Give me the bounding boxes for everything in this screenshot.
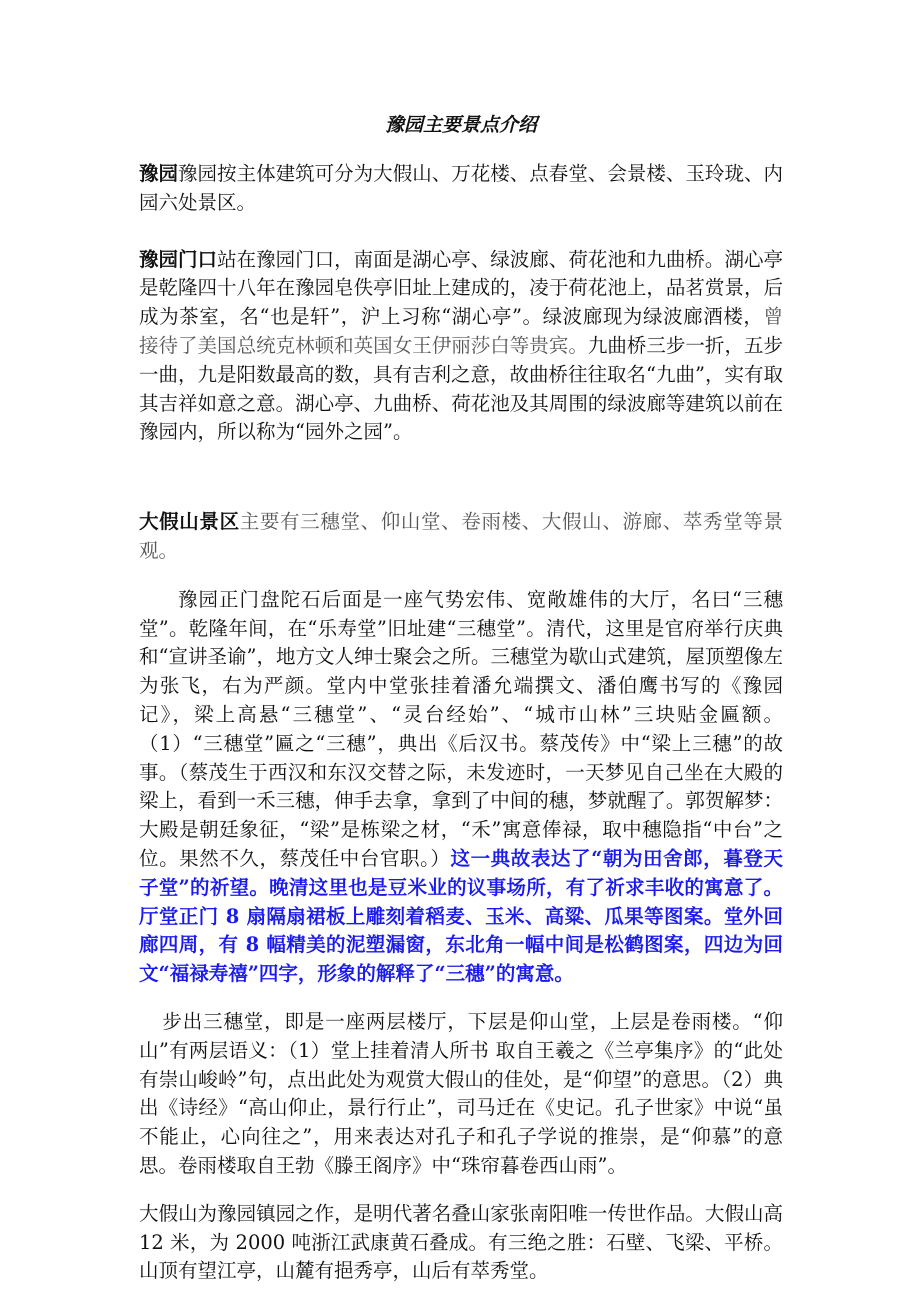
paragraph-dajiashan: 大假山为豫园镇园之作，是明代著名叠山家张南阳唯一传世作品。大假山高 12 米，为 2000 吨浙江武康黄石叠成。有三绝之胜：石壁、飞梁、平桥。山顶有望江亭，山麓有挹秀亭，山后有萃秀堂。 [139, 1201, 783, 1283]
paragraph-text: 豫园按主体建筑可分为大假山、万花楼、点春堂、会景楼、玉玲珑、内园六处景区。 [139, 162, 783, 214]
section-heading: 豫园门口 [139, 247, 218, 271]
highlighted-text: 这一典故表达了“朝为田舍郎，暮登天子堂”的祈望。晚清这里也是豆米业的议事场所，有了祈求丰收的寓意了。厅堂正门 8 扇隔扇裙板上雕刻着稻麦、玉米、高粱、瓜果等图案。堂外回廊四周，有 8 幅精美的泥塑漏窗，东北角一幅中间是松鹤图案，四边为回文“福禄寿禧”四字，形象的解释了“三穗”的寓意。 [139, 846, 783, 986]
paragraph-entrance [139, 246, 783, 448]
paragraph-text: 站在豫园门口，南面是湖心亭、绿波廊、荷花池和九曲桥。湖心亭是乾隆四十八年在豫园皂佚亭旧址上建成的，凌于荷花池上，品茗赏景，后成为茶室，名“也是轩”，沪上习称“湖心亭”。绿波廊现为绿波廊酒楼， [139, 247, 783, 329]
paragraph-text-end: 九曲桥三步一折，五步一曲，九是阳数最高的数，具有吉利之意，故曲桥往往取名“九曲”，实有取其吉祥如意之意。湖心亭、九曲桥、荷花池及其周围的绿波廊等建筑以前在豫园内，所以称为“园外之园”。 [139, 333, 783, 444]
section-heading: 大假山景区 [139, 510, 240, 534]
paragraph-yangshan: 步出三穗堂，即是一座两层楼厅，下层是仰山堂，上层是卷雨楼。“仰山”有两层语义：（1）堂上挂着清人所书 取自王羲之《兰亭集序》的“此处有崇山峻岭”句，点出此处为观赏大假山的佳处，是“仰望”的意思。（2）典出《诗经》“高山仰止，景行行止”，司马迁在《史记。孔子世家》中说“虽不能止，心向往之”，用来表达对孔子和孔子学说的推崇，是“仰慕”的意思。卷雨楼取自王勃《滕王阁序》中“珠帘暮卷西山雨”。 [139, 1009, 783, 1177]
paragraph-text-gray: 曾接待了美国总统克林顿和英国女王伊丽莎白等贵宾。 [139, 305, 783, 357]
paragraph-text: 豫园正门盘陀石后面是一座气势宏伟、宽敞雄伟的大厅，名曰“三穗堂”。乾隆年间，在“乐寿堂”旧址建“三穗堂”。清代，这里是官府举行庆典和“宣讲圣谕”，地方文人绅士聚会之所。三穗堂为歇山式建筑，屋顶塑像左为张飞，右为严颜。堂内中堂张挂着潘允端撰文、潘伯鹰书写的《豫园记》，梁上高悬“三穗堂”、“灵台经始”、“城市山林”三块贴金匾额。（1）“三穗堂”匾之“三穗”，典出《后汉书。蔡茂传》中“梁上三穗”的故事。（蔡茂生于西汉和东汉交替之际，未发迹时，一天梦见自己坐在大殿的梁上，看到一禾三穗，伸手去拿，拿到了中间的穗，梦就醒了。郭贺解梦：大殿是朝廷象征，“梁”是栋梁之材，“禾”寓意俸禄，取中穗隐指“中台”之位。果然不久，蔡茂任中台官职。） [139, 587, 783, 870]
paragraph-text: 主要有三穗堂、仰山堂、卷雨楼、大假山、游廊、萃秀堂等景观。 [139, 510, 783, 562]
document-page [139, 112, 783, 1286]
document-title: 豫园主要景点介绍 [384, 114, 537, 136]
paragraph-santuitang [139, 586, 783, 989]
paragraph-rockery-area [139, 508, 783, 566]
section-heading: 豫园 [139, 162, 179, 185]
paragraph-yuyuan [139, 160, 783, 218]
